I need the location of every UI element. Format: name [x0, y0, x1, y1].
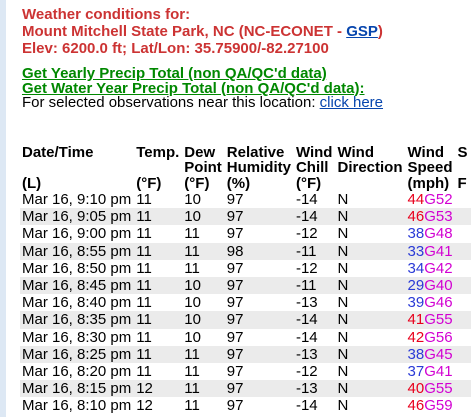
cell-wind-chill: -14	[294, 311, 336, 328]
cell-wind-speed	[406, 225, 456, 242]
cell-datetime: Mar 16, 9:00 pm	[22, 225, 132, 243]
cell-wind-direction: N	[337, 225, 349, 243]
cell-humidity: 97	[225, 208, 294, 225]
wind-speed-value: 33	[407, 242, 425, 260]
cell-humidity: 98	[225, 243, 294, 260]
water-year-precip-link[interactable]: Get Water Year Precip Total (non QA/QC'd data):	[22, 79, 365, 97]
cell-wind-direction: N	[337, 397, 349, 415]
cell-wind-direction: N	[337, 191, 349, 208]
wind-speed-value: 40	[407, 380, 425, 398]
cell-temp: 11	[134, 311, 182, 328]
cell-datetime: Mar 16, 8:25 pm	[20, 346, 134, 363]
cell-wind-speed	[406, 294, 456, 311]
page-header	[22, 6, 383, 57]
wind-speed-value: 38	[407, 345, 425, 363]
col-header-humidity: Relative Humidity (%)	[226, 144, 291, 192]
cell-temp: 12	[134, 380, 182, 397]
cell-wind-chill: -12	[295, 225, 318, 243]
col-header-temp: Temp. (°F)	[136, 144, 180, 192]
cell-extra	[456, 311, 471, 328]
col-header-dew-point: Dew Point (°F)	[184, 144, 222, 192]
wind-gust-value: G42	[424, 259, 453, 277]
cell-datetime: Mar 16, 8:45 pm	[20, 277, 134, 294]
wind-gust-value: G46	[424, 294, 453, 312]
wind-speed-value: 29	[407, 277, 425, 295]
yearly-precip-link[interactable]: Get Yearly Precip Total (non QA/QC'd data)	[22, 65, 327, 82]
cell-extra	[456, 329, 471, 346]
cell-dew-point: 10	[182, 277, 225, 294]
header-elevation: Elev: 6200.0 ft; Lat/Lon: 35.75900/-82.27100	[22, 40, 329, 57]
cell-temp: 11	[134, 277, 182, 294]
wind-gust-value: G41	[424, 363, 453, 381]
cell-wind-direction: N	[335, 380, 405, 397]
cell-dew-point: 11	[182, 243, 225, 260]
wind-speed-value: 38	[407, 225, 425, 243]
cell-extra	[456, 277, 471, 294]
cell-datetime: Mar 16, 9:05 pm	[20, 208, 134, 225]
cell-extra	[456, 243, 471, 260]
wind-gust-value: G52	[424, 191, 453, 208]
cell-dew-point: 11	[184, 363, 200, 381]
cell-wind-chill: -13	[294, 380, 336, 397]
wind-gust-value: G53	[424, 208, 453, 226]
table-row	[20, 397, 471, 414]
cell-dew-point: 10	[184, 328, 201, 346]
wind-speed-value: 46	[407, 397, 425, 415]
cell-temp: 12	[136, 397, 153, 415]
wind-speed-value: 41	[407, 311, 425, 329]
cell-wind-chill: -14	[295, 328, 318, 346]
table-row	[20, 243, 471, 260]
cell-datetime: Mar 16, 8:40 pm	[22, 294, 132, 312]
cell-wind-speed	[406, 329, 456, 346]
cell-wind-speed	[406, 346, 456, 363]
cell-dew-point: 11	[184, 225, 200, 243]
cell-extra	[456, 363, 471, 380]
cell-humidity: 97	[225, 346, 294, 363]
wind-speed-value: 44	[407, 191, 425, 208]
cell-datetime: Mar 16, 8:55 pm	[20, 243, 134, 260]
cell-datetime: Mar 16, 9:10 pm	[22, 191, 132, 208]
cell-wind-speed	[406, 380, 456, 397]
cell-wind-direction: N	[335, 208, 405, 225]
cell-wind-direction: N	[335, 277, 405, 294]
cell-temp: 11	[136, 328, 152, 346]
cell-extra	[456, 260, 471, 277]
wind-gust-value: G55	[424, 311, 453, 329]
table-row	[20, 311, 471, 328]
cell-wind-speed	[406, 260, 456, 277]
selected-observations-text: For selected observations near this location:	[22, 94, 320, 111]
table-row	[20, 294, 471, 311]
cell-datetime: Mar 16, 8:20 pm	[22, 363, 132, 381]
cell-dew-point: 11	[182, 346, 225, 363]
cell-wind-chill: -13	[295, 294, 318, 312]
cell-extra	[456, 225, 471, 242]
cell-dew-point: 11	[184, 397, 200, 415]
wind-speed-value: 46	[407, 208, 425, 226]
table-row	[20, 225, 471, 242]
cell-wind-speed	[406, 397, 456, 414]
cell-wind-direction: N	[337, 363, 349, 381]
table-row	[20, 277, 471, 294]
cell-dew-point: 11	[184, 259, 200, 277]
cell-wind-speed	[406, 191, 456, 208]
cell-temp: 11	[136, 225, 152, 243]
cell-dew-point: 10	[184, 191, 201, 208]
left-margin-bar	[0, 0, 6, 417]
cell-wind-chill: -14	[294, 208, 336, 225]
cell-wind-speed	[406, 277, 456, 294]
table-row	[20, 329, 471, 346]
cell-temp: 11	[136, 259, 152, 277]
table-header-row	[20, 146, 471, 191]
cell-wind-chill: -11	[294, 277, 336, 294]
cell-wind-chill: -14	[295, 397, 318, 415]
wfo-gsp-link[interactable]: GSP	[346, 23, 378, 40]
cell-wind-speed	[406, 363, 456, 380]
cell-temp: 11	[136, 363, 152, 381]
cell-temp: 11	[136, 191, 152, 208]
cell-wind-chill: -13	[294, 346, 336, 363]
cell-extra	[456, 380, 471, 397]
cell-wind-direction: N	[337, 259, 349, 277]
cell-wind-direction: N	[337, 328, 349, 346]
col-header-wind-direction: Wind Direction	[337, 144, 403, 176]
cell-wind-direction: N	[335, 311, 405, 328]
cell-humidity: 97	[226, 191, 244, 208]
cell-extra	[456, 208, 471, 225]
cell-wind-chill: -12	[295, 259, 318, 277]
table-row	[20, 208, 471, 225]
cell-dew-point: 10	[182, 208, 225, 225]
cell-temp: 11	[136, 294, 152, 312]
station-name: Mount Mitchell State Park, NC (NC-ECONET -	[22, 23, 347, 40]
cell-wind-chill: -14	[295, 191, 318, 208]
cell-datetime: Mar 16, 8:35 pm	[20, 311, 134, 328]
cell-wind-direction: N	[335, 346, 405, 363]
cell-humidity: 97	[226, 363, 244, 381]
col-header-extra: S F	[457, 144, 468, 192]
table-row	[20, 260, 471, 277]
cell-humidity: 97	[225, 311, 294, 328]
cell-humidity: 97	[226, 225, 244, 243]
cell-temp: 11	[134, 208, 182, 225]
cell-wind-direction: N	[335, 243, 405, 260]
cell-datetime: Mar 16, 8:15 pm	[20, 380, 134, 397]
wind-gust-value: G40	[424, 277, 453, 295]
table-row	[20, 346, 471, 363]
cell-humidity: 97	[226, 397, 244, 415]
wind-speed-value: 34	[407, 259, 425, 277]
table-row	[20, 191, 471, 208]
wind-speed-value: 37	[407, 363, 425, 381]
cell-wind-speed	[406, 243, 456, 260]
cell-wind-direction: N	[337, 294, 349, 312]
cell-datetime: Mar 16, 8:10 pm	[22, 397, 132, 415]
wind-speed-value: 39	[407, 294, 425, 312]
cell-wind-chill: -11	[294, 243, 336, 260]
cell-humidity: 97	[226, 259, 244, 277]
cell-dew-point: 10	[184, 294, 201, 312]
wind-gust-value: G45	[424, 345, 453, 363]
cell-dew-point: 11	[182, 380, 225, 397]
wind-gust-value: G55	[424, 380, 453, 398]
wind-gust-value: G59	[424, 397, 453, 415]
col-header-wind-chill: Wind Chill (°F)	[295, 144, 333, 192]
cell-humidity: 97	[225, 380, 294, 397]
cell-extra	[456, 294, 471, 311]
cell-wind-chill: -12	[295, 363, 318, 381]
header-station	[22, 23, 383, 40]
cell-datetime: Mar 16, 8:30 pm	[22, 328, 132, 346]
cell-humidity: 97	[226, 328, 244, 346]
wind-gust-value: G56	[424, 328, 453, 346]
table-row	[20, 380, 471, 397]
observations-body	[20, 191, 471, 415]
click-here-link[interactable]: click here	[319, 94, 384, 111]
cell-dew-point: 10	[182, 311, 225, 328]
observations-table	[20, 146, 471, 415]
cell-extra	[456, 397, 471, 414]
cell-humidity: 97	[225, 277, 294, 294]
wind-speed-value: 42	[407, 328, 425, 346]
precip-links	[22, 67, 383, 111]
wind-gust-value: G41	[424, 242, 453, 260]
cell-extra	[456, 191, 471, 208]
cell-temp: 11	[134, 243, 182, 260]
cell-wind-speed	[406, 311, 456, 328]
header-title: Weather conditions for:	[22, 6, 191, 23]
wind-gust-value: G48	[424, 225, 453, 243]
col-header-datetime: Date/Time (L)	[22, 144, 94, 192]
cell-temp: 11	[134, 346, 182, 363]
cell-datetime: Mar 16, 8:50 pm	[22, 259, 132, 277]
selected-observations-line	[22, 96, 383, 111]
table-row	[20, 363, 471, 380]
col-header-wind-speed: Wind Speed (mph)	[407, 144, 453, 192]
cell-humidity: 97	[226, 294, 244, 312]
cell-extra	[456, 346, 471, 363]
cell-wind-speed	[406, 208, 456, 225]
station-name-close: )	[377, 23, 383, 40]
